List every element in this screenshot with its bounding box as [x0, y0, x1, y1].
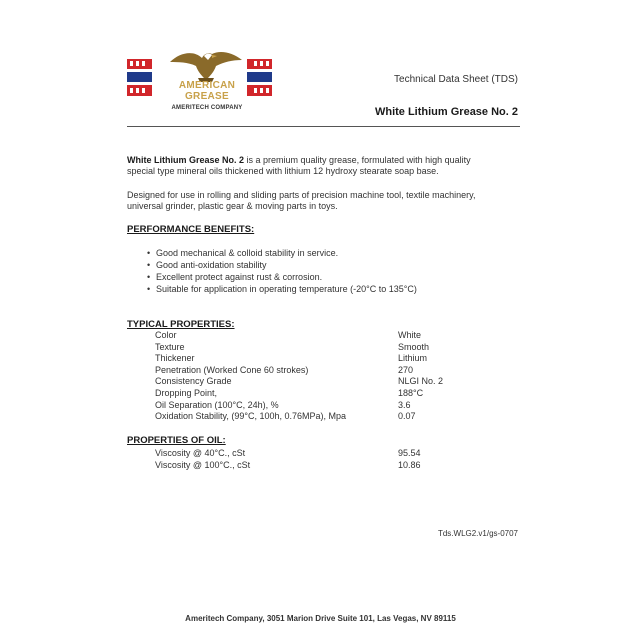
logo-brand-line2: GREASE	[184, 91, 230, 102]
performance-heading: PERFORMANCE BENEFITS:	[127, 224, 255, 235]
property-label: Consistency Grade	[155, 376, 232, 386]
property-value: Lithium	[398, 353, 428, 363]
property-value: 10.86	[398, 460, 421, 470]
property-label: Viscosity @ 40°C., cSt	[155, 448, 246, 458]
table-row	[155, 376, 455, 387]
table-row	[155, 365, 455, 376]
property-value: 95.54	[398, 448, 421, 458]
property-label: Viscosity @ 100°C., cSt	[155, 460, 251, 470]
list-item: • Suitable for application in operating temperature (-20°C to 135°C)	[147, 283, 417, 295]
list-item: • Excellent protect against rust & corrosion.	[147, 271, 417, 283]
usage-line1: Designed for use in rolling and sliding parts of precision machine tool, textile machinery,	[127, 190, 476, 200]
usage-line2: universal grinder, plastic gear & moving parts in toys.	[127, 201, 338, 211]
table-row	[155, 330, 455, 341]
property-value: 188°C	[398, 388, 424, 398]
property-value: NLGI No. 2	[398, 376, 444, 386]
property-value: White	[398, 330, 422, 340]
oil-heading: PROPERTIES OF OIL:	[127, 435, 226, 446]
intro-paragraph	[127, 155, 527, 177]
performance-list	[147, 247, 417, 295]
table-row	[155, 448, 455, 459]
property-value: 0.07	[398, 411, 416, 421]
property-label: Thickener	[155, 353, 195, 363]
property-value: 3.6	[398, 400, 411, 410]
property-label: Dropping Point,	[155, 388, 218, 398]
logo-brand-line1: AMERICAN	[178, 80, 236, 91]
table-row	[155, 353, 455, 364]
intro-product-name: White Lithium Grease No. 2	[127, 155, 245, 165]
list-item: • Good anti-oxidation stability	[147, 259, 417, 271]
eagle-logo-icon	[168, 48, 244, 84]
list-item: • Good mechanical & colloid stability in service.	[147, 247, 417, 259]
property-label: Color	[155, 330, 177, 340]
table-row	[155, 460, 455, 471]
property-label: Texture	[155, 342, 185, 352]
page-title: White Lithium Grease No. 2	[374, 106, 518, 118]
property-label: Oxidation Stability, (99°C, 100h, 0.76MPa), Mpa	[155, 411, 347, 421]
typical-heading: TYPICAL PROPERTIES:	[127, 319, 235, 330]
table-row	[155, 342, 455, 353]
table-row	[155, 411, 455, 422]
title-divider	[127, 126, 520, 127]
intro-line2: special type mineral oils thickened with lithium 12 hydroxy stearate soap base.	[127, 166, 439, 176]
property-label: Oil Separation (100°C, 24h), %	[155, 400, 279, 410]
property-value: 270	[398, 365, 414, 375]
property-label: Penetration (Worked Cone 60 strokes)	[155, 365, 309, 375]
document-code: Tds.WLG2.v1/gs-0707	[437, 529, 518, 538]
table-row	[155, 400, 455, 411]
logo-company: AMERITECH COMPANY	[171, 105, 243, 111]
intro-line1: is a premium quality grease, formulated with high quality	[244, 155, 471, 165]
table-row	[155, 388, 455, 399]
flag-right-icon	[247, 59, 272, 96]
property-value: Smooth	[398, 342, 430, 352]
usage-paragraph	[127, 190, 527, 212]
flag-left-top-icon	[127, 59, 152, 96]
footer-address: Ameritech Company, 3051 Marion Drive Suite 101, Las Vegas, NV 89115	[185, 614, 456, 623]
doc-type: Technical Data Sheet (TDS)	[394, 74, 518, 85]
